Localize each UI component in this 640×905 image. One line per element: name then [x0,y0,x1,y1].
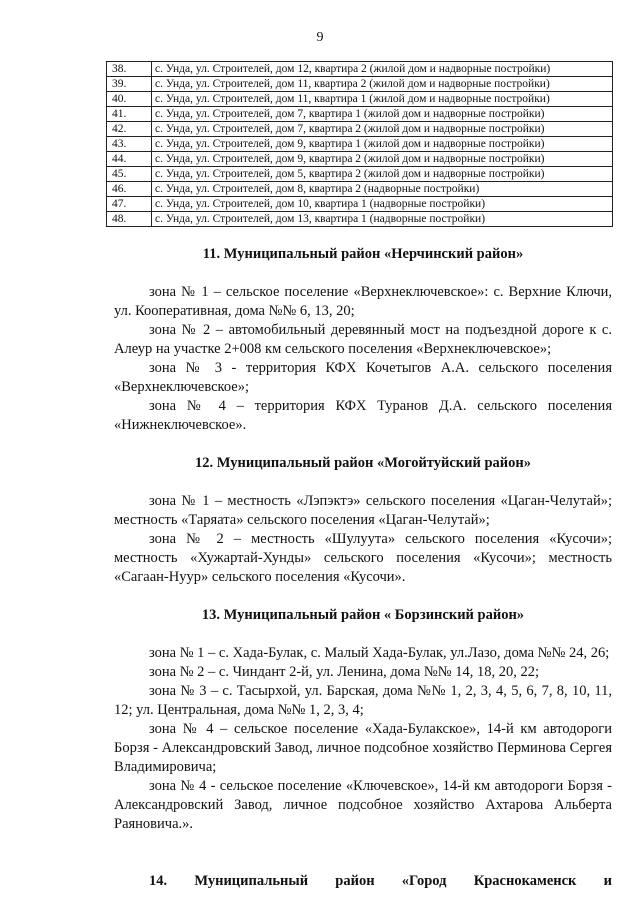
table-row [107,152,613,167]
row-address: с. Унда, ул. Строителей, дом 9, квартира 2 (жилой дом и надворные постройки) [152,152,613,167]
row-address: с. Унда, ул. Строителей, дом 7, квартира 2 (жилой дом и надворные постройки) [152,122,613,137]
heading-word: Краснокаменск [473,873,577,889]
heading-word: район [335,873,375,889]
row-address: с. Унда, ул. Строителей, дом 12, квартира 2 (жилой дом и надворные постройки) [152,62,613,77]
row-number: 44. [107,152,152,167]
row-number: 43. [107,137,152,152]
zone-paragraph: зона № 2 – местность «Шулуута» сельского поселения «Кусочи»; местность «Хужартай-Хунды» сельского поселения «Кусочи»; местность «Сагаан-Нуур» сельского поселения «Кусочи». [114,531,612,585]
row-number: 45. [107,167,152,182]
table-row [107,212,613,227]
zone-paragraph: зона № 1 – с. Хада-Булак, с. Малый Хада-Булак, ул.Лазо, дома №№ 24, 26; [149,645,610,661]
zone-paragraph: зона № 1 – местность «Лэпэктэ» сельского поселения «Цаган-Челутай»; местность «Таряата» сельского поселения «Цаган-Челутай»; [114,493,612,528]
heading-word: «Город [401,873,447,889]
row-address: с. Унда, ул. Строителей, дом 9, квартира 1 (жилой дом и надворные постройки) [152,137,613,152]
table-row [107,92,613,107]
section-heading: 12. Муниципальный район «Могойтуйский район» [194,455,531,471]
heading-word: Муниципальный [194,873,309,889]
row-address: с. Унда, ул. Строителей, дом 10, квартира 1 (надворные постройки) [152,197,613,212]
row-number: 42. [107,122,152,137]
row-address: с. Унда, ул. Строителей, дом 11, квартира 2 (жилой дом и надворные постройки) [152,77,613,92]
row-number: 47. [107,197,152,212]
zone-paragraph: зона № 4 - сельское поселение «Ключевское», 14-й км автодороги Борзя - Александровский Завод, личное подсобное хозяйство Ахтарова Альберта Раяновича.». [114,778,612,832]
table-row [107,122,613,137]
row-address: с. Унда, ул. Строителей, дом 7, квартира 1 (жилой дом и надворные постройки) [152,107,613,122]
row-number: 48. [107,212,152,227]
zone-paragraph: зона № 4 – сельское поселение «Хада-Булакское», 14-й км автодороги Борзя - Александровский Завод, личное подсобное хозяйство Перминова Сергея Владимировича; [114,721,612,775]
table-row [107,167,613,182]
row-number: 39. [107,77,152,92]
row-number: 41. [107,107,152,122]
row-address: с. Унда, ул. Строителей, дом 8, квартира 2 (надворные постройки) [152,182,613,197]
heading-word: 14. [149,873,168,889]
address-table [106,61,613,227]
zone-paragraph: зона № 3 - территория КФХ Кочетыгов А.А. сельского поселения «Верхнеключевское»; [114,360,612,395]
table-row [107,107,613,122]
row-number: 40. [107,92,152,107]
zone-paragraph: зона № 2 – с. Чиндант 2-й, ул. Ленина, дома №№ 14, 18, 20, 22; [149,664,539,680]
row-address: с. Унда, ул. Строителей, дом 11, квартира 1 (жилой дом и надворные постройки) [152,92,613,107]
zone-paragraph: зона № 3 – с. Тасырхой, ул. Барская, дома №№ 1, 2, 3, 4, 5, 6, 7, 8, 10, 11, 12; ул. Центральная, дома №№ 1, 2, 3, 4; [114,683,612,718]
table-row [107,197,613,212]
page-number: 9 [316,30,324,45]
table-row [107,62,613,77]
zone-paragraph: зона № 1 – сельское поселение «Верхнеключевское»: с. Верхние Ключи, ул. Кооперативная, дома №№ 6, 13, 20; [114,284,612,319]
section-heading: 11. Муниципальный район «Нерчинский район» [202,246,524,262]
row-number: 38. [107,62,152,77]
zone-paragraph: зона № 2 – автомобильный деревянный мост на подъездной дороге к с. Алеур на участке 2+008 км сельского поселения «Верхнеключевское»; [114,322,612,357]
heading-word: и [603,873,612,889]
row-number: 46. [107,182,152,197]
document-body [114,245,612,891]
section-heading-continued [114,872,612,891]
table-row [107,77,613,92]
row-address: с. Унда, ул. Строителей, дом 13, квартира 1 (надворные постройки) [152,212,613,227]
table-row [107,182,613,197]
table-row [107,137,613,152]
section-heading: 13. Муниципальный район « Борзинский район» [201,607,525,623]
row-address: с. Унда, ул. Строителей, дом 5, квартира 2 (жилой дом и надворные постройки) [152,167,613,182]
zone-paragraph: зона № 4 – территория КФХ Туранов Д.А. сельского поселения «Нижнеключевское». [114,398,612,433]
